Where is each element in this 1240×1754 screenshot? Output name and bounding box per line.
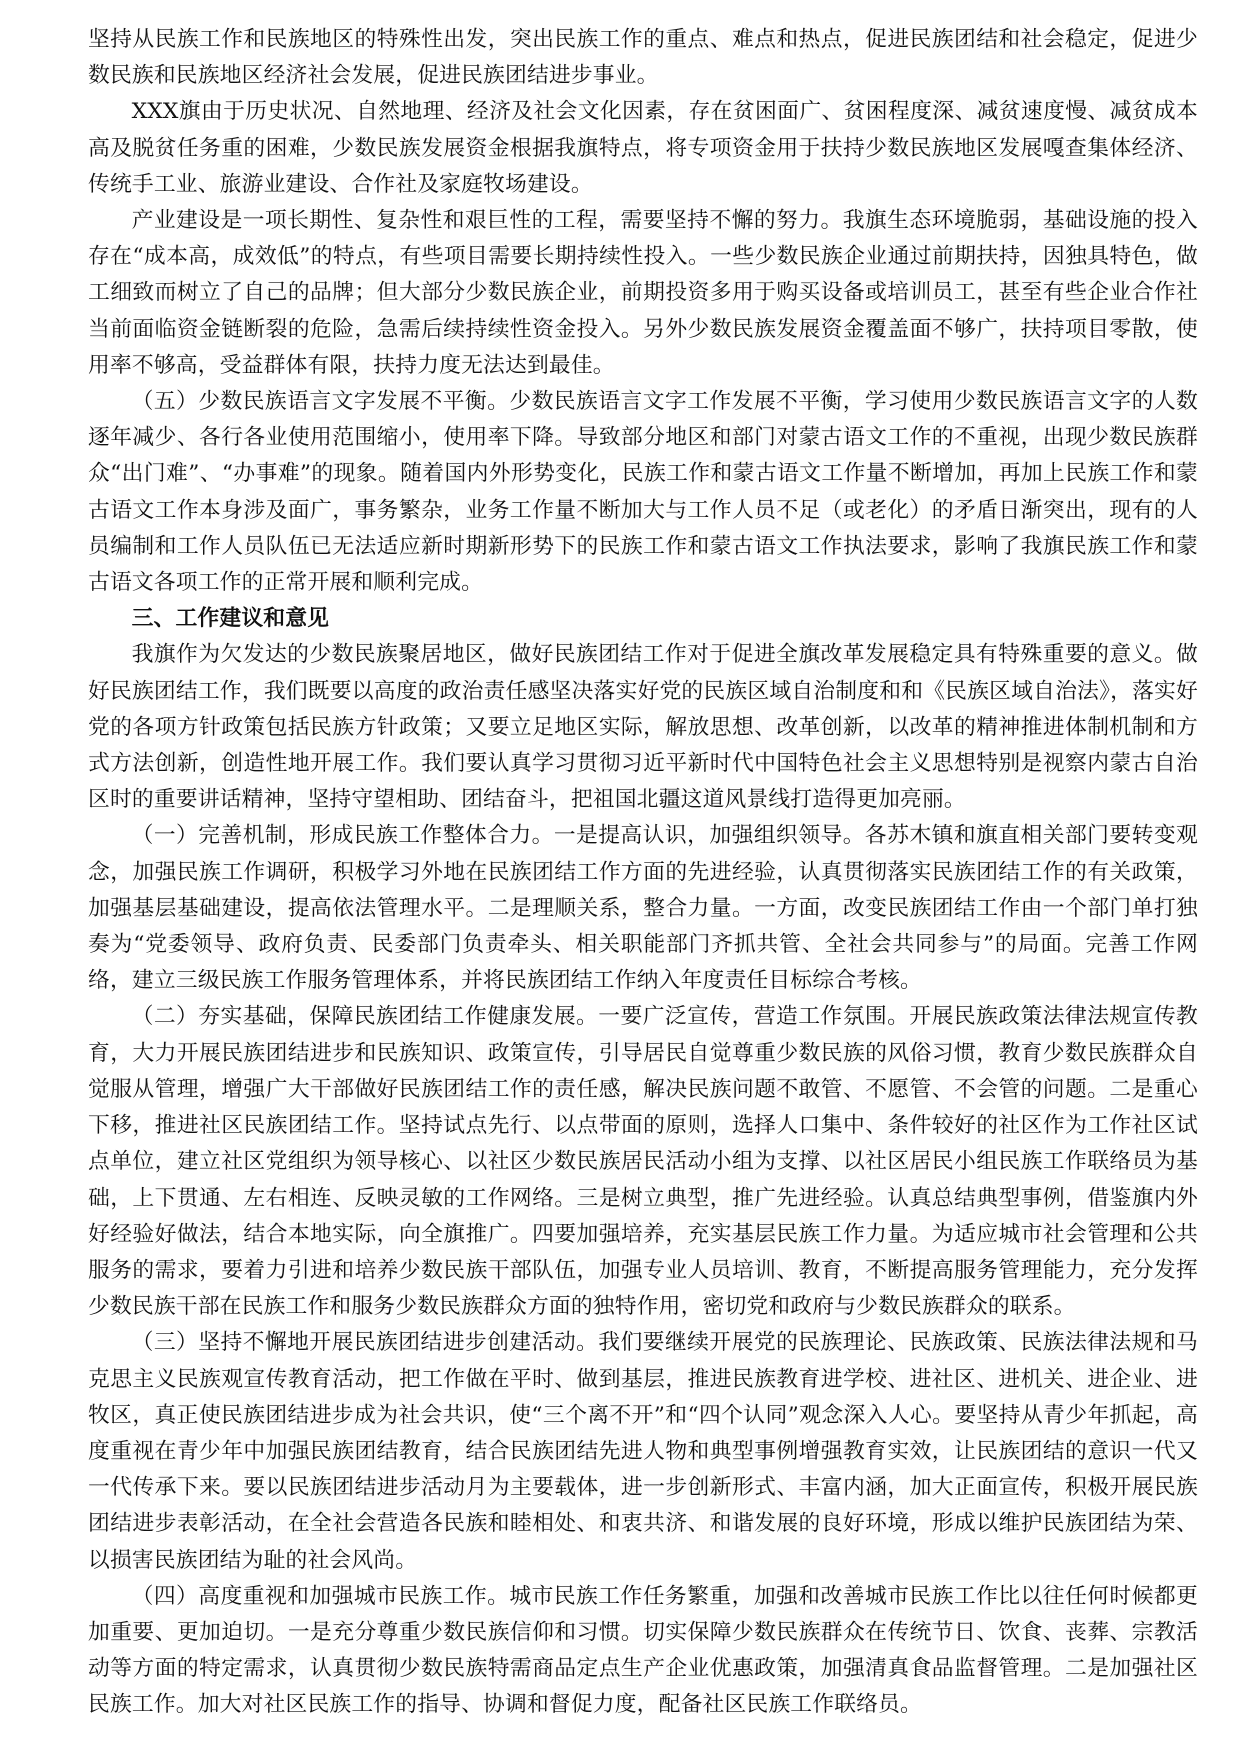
paragraph-improve-mechanism: （一）完善机制，形成民族工作整体合力。一是提高认识，加强组织领导。各苏木镇和旗直相关部门要转变观念，加强民族工作调研，积极学习外地在民族团结工作方面的先进经验，认真贯彻落实民族团结工作的有关政策，加强基层基础建设，提高依法管理水平。二是理顺关系，整合力量。一方面，改变民族团结工作由一个部门单打独奏为“党委领导、政府负责、民委部门负责牵头、相关职能部门齐抓共管、全社会共同参与”的局面。完善工作网络，建立三级民族工作服务管理体系，并将民族团结工作纳入年度责任目标综合考核。 (88, 823, 1198, 994)
paragraph-urban-ethnic-work: （四）高度重视和加强城市民族工作。城市民族工作任务繁重，加强和改善城市民族工作比以往任何时候都更加重要、更加迫切。一是充分尊重少数民族信仰和习惯。切实保障少数民族群众在传统节日、饮食、丧葬、宗教活动等方面的特定需求，认真贯彻少数民族特需商品定点生产企业优惠政策，加强清真食品监督管理。二是加强社区民族工作。加大对社区民族工作的指导、协调和督促力度，配备社区民族工作联络员。 (88, 1583, 1198, 1718)
paragraph-language-development: （五）少数民族语言文字发展不平衡。少数民族语言文字工作发展不平衡，学习使用少数民族语言文字的人数逐年减少、各行各业使用范围缩小，使用率下降。导致部分地区和部门对蒙古语文工作的不重视，出现少数民族群众“出门难”、“办事难”的现象。随着国内外形势变化，民族工作和蒙古语文工作量不断增加，再加上民族工作和蒙古语文工作本身涉及面广，事务繁杂，业务工作量不断加大与工作人员不足（或老化）的矛盾日渐突出，现有的人员编制和工作人员队伍已无法适应新时期新形势下的民族工作和蒙古语文工作执法要求，影响了我旗民族工作和蒙古语文各项工作的正常开展和顺利完成。 (88, 389, 1198, 596)
paragraph-poverty-situation: XXX旗由于历史状况、自然地理、经济及社会文化因素，存在贫困面广、贫困程度深、减贫速度慢、减贫成本高及脱贫任务重的困难，少数民族发展资金根据我旗特点，将专项资金用于扶持少数民族地区发展嘎查集体经济、传统手工业、旅游业建设、合作社及家庭牧场建设。 (88, 99, 1198, 197)
paragraph-unity-activities: （三）坚持不懈地开展民族团结进步创建活动。我们要继续开展党的民族理论、民族政策、民族法律法规和马克思主义民族观宣传教育活动，把工作做在平时、做到基层，推进民族教育进学校、进社区、进机关、进企业、进牧区，真正使民族团结进步成为社会共识，使“三个离不开”和“四个认同”观念深入人心。要坚持从青少年抓起，高度重视在青少年中加强民族团结教育，结合民族团结先进人物和典型事例增强教育实效，让民族团结的意识一代又一代传承下来。要以民族团结进步活动月为主要载体，进一步创新形式、丰富内涵，加大正面宣传，积极开展民族团结进步表彰活动，在全社会营造各民族和睦相处、和衷共济、和谐发展的良好环境，形成以维护民族团结为荣、以损害民族团结为耻的社会风尚。 (88, 1330, 1198, 1573)
paragraph-suggestions-intro: 我旗作为欠发达的少数民族聚居地区，做好民族团结工作对于促进全旗改革发展稳定具有特殊重要的意义。做好民族团结工作，我们既要以高度的政治责任感坚决落实好党的民族区域自治制度和和《民族区域自治法》，落实好党的各项方针政策包括民族方针政策；又要立足地区实际，解放思想、改革创新，以改革的精神推进体制机制和方式方法创新，创造性地开展工作。我们要认真学习贯彻习近平新时代中国特色社会主义思想特别是视察内蒙古自治区时的重要讲话精神，坚持守望相助、团结奋斗，把祖国北疆这道风景线打造得更加亮丽。 (88, 642, 1198, 813)
paragraph-consolidate-foundation: （二）夯实基础，保障民族团结工作健康发展。一要广泛宣传，营造工作氛围。开展民族政策法律法规宣传教育，大力开展民族团结进步和民族知识、政策宣传，引导居民自觉尊重少数民族的风俗习惯，教育少数民族群众自觉服从管理，增强广大干部做好民族团结工作的责任感，解决民族问题不敢管、不愿管、不会管的问题。二是重心下移，推进社区民族团结工作。坚持试点先行、以点带面的原则，选择人口集中、条件较好的社区作为工作社区试点单位，建立社区党组织为领导核心、以社区少数民族居民活动小组为支撑、以社区居民小组民族工作联络员为基础，上下贯通、左右相连、反映灵敏的工作网络。三是树立典型，推广先进经验。认真总结典型事例，借鉴旗内外好经验好做法，结合本地实际，向全旗推广。四要加强培养，充实基层民族工作力量。为适应城市社会管理和公共服务的需求，要着力引进和培养少数民族干部队伍，加强专业人员培训、教育，不断提高服务管理能力，充分发挥少数民族干部在民族工作和服务少数民族群众方面的独特作用，密切党和政府与少数民族群众的联系。 (88, 1004, 1198, 1320)
paragraph-continuation: 坚持从民族工作和民族地区的特殊性出发，突出民族工作的重点、难点和热点，促进民族团结和社会稳定，促进少数民族和民族地区经济社会发展，促进民族团结进步事业。 (88, 27, 1198, 89)
section-heading-suggestions: 三、工作建议和意见 (131, 606, 330, 632)
document-page (88, 22, 1198, 1724)
paragraph-industry-construction: 产业建设是一项长期性、复杂性和艰巨性的工程，需要坚持不懈的努力。我旗生态环境脆弱，基础设施的投入存在“成本高，成效低”的特点，有些项目需要长期持续性投入。一些少数民族企业通过前期扶持，因独具特色，做工细致而树立了自己的品牌；但大部分少数民族企业，前期投资多用于购买设备或培训员工，甚至有些企业合作社当前面临资金链断裂的危险，急需后续持续性资金投入。另外少数民族发展资金覆盖面不够广，扶持项目零散，使用率不够高，受益群体有限，扶持力度无法达到最佳。 (88, 208, 1198, 378)
